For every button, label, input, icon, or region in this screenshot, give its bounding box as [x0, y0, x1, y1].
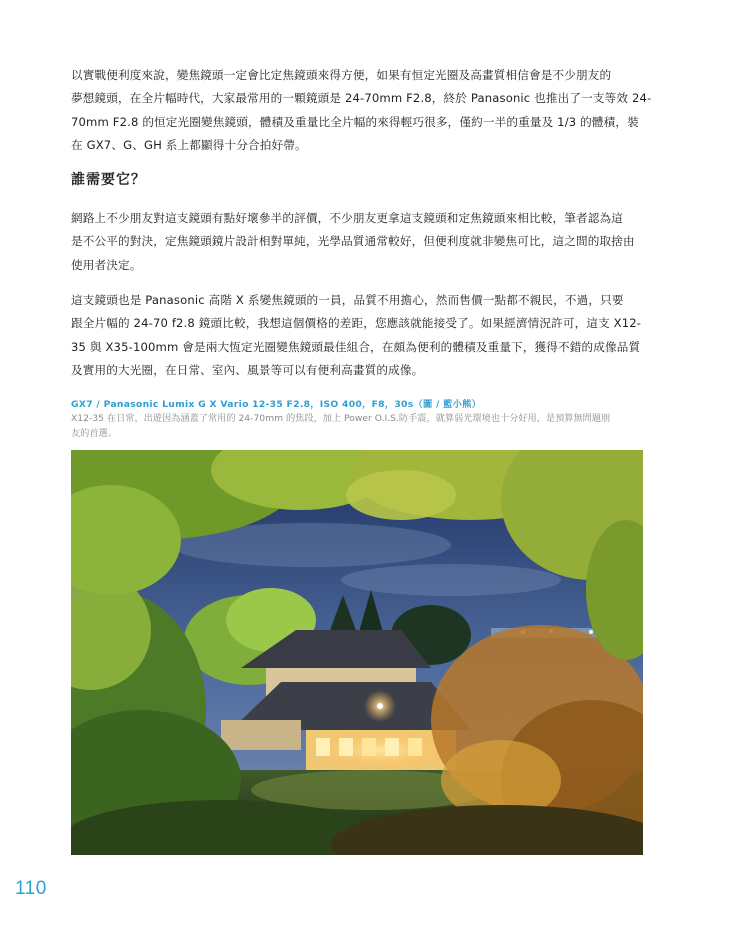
text-line: 使用者決定。 [71, 257, 142, 272]
caption-line: X12-35 在日常，出遊因為涵蓋了常用的 24-70mm 的焦段，加上 Power O.I.S.防手震，就算弱光環境也十分好用，是預算無問題朋 [71, 413, 611, 424]
temple-night-photo [71, 450, 643, 855]
text-line: 70mm F2.8 的恒定光圈變焦鏡頭，體積及重量比全片幅的來得輕巧很多，僅約一半的重量及 1/3 的體積，裝 [71, 114, 639, 129]
paragraph-opinion [71, 207, 643, 277]
text-line: 跟全片幅的 24-70 f2.8 鏡頭比較，我想這個價格的差距，您應該就能接受了。如果經濟情況許可，這支 X12- [71, 316, 642, 331]
section-heading: 誰需要它？ [71, 172, 146, 188]
photo-caption-title: GX7 / Panasonic Lumix G X Vario 12-35 F2.8，ISO 400，F8，30s（圖 / 藍小熊） [71, 399, 482, 410]
text-line: 在 GX7、G、GH 系上都顯得十分合拍好帶。 [71, 138, 307, 153]
photo-caption-body [71, 411, 643, 441]
text-line: 以實戰便利度來說，變焦鏡頭一定會比定焦鏡頭來得方便，如果有恒定光圈及高畫質相信會是不少朋友的 [71, 68, 612, 82]
text-line: 網路上不少朋友對這支鏡頭有點好壞參半的評價，不少朋友更拿這支鏡頭和定焦鏡頭來相比較，筆者認為這 [71, 211, 623, 225]
photo-illustration [71, 450, 643, 855]
text-line: 35 與 X35-100mm 會是兩大恆定光圈變焦鏡頭最佳組合，在頗為便利的體積及重量下，獲得不錯的成像品質 [71, 339, 641, 354]
caption-line: 友的首選。 [71, 428, 117, 439]
text-line: 及實用的大光圈，在日常、室內、風景等可以有便利高畫質的成像。 [71, 363, 424, 378]
text-line: 夢想鏡頭，在全片幅時代，大家最常用的一顆鏡頭是 24-70mm F2.8，終於 Panasonic 也推出了一支等效 24- [71, 91, 652, 106]
paragraph-intro [71, 64, 652, 158]
text-line: 這支鏡頭也是 Panasonic 高階 X 系變焦鏡頭的一員，品質不用擔心，然而售價一點都不親民，不過，只要 [71, 293, 624, 307]
paragraph-recommendation [71, 289, 643, 383]
page-number: 110 [15, 878, 47, 899]
text-line: 是不公平的對決，定焦鏡頭鏡片設計相對單純，光學品質通常較好，但便利度就非變焦可比，這之間的取捨由 [71, 234, 635, 249]
